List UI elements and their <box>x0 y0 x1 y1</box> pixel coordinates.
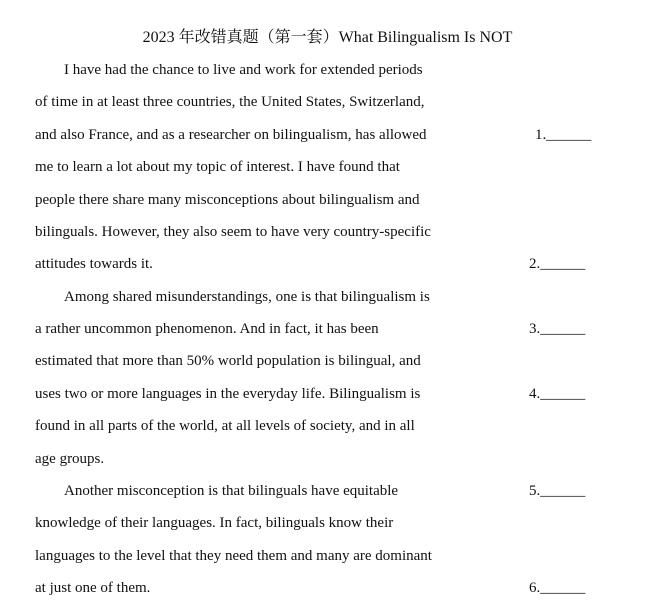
passage-line: at just one of them. <box>35 580 151 596</box>
page-title: 2023 年改错真题（第一套）What Bilingualism Is NOT <box>142 29 513 46</box>
passage-line: I have had the chance to live and work for extended periods <box>64 62 423 78</box>
passage-line: age groups. <box>35 451 105 467</box>
passage-line: of time in at least three countries, the United States, Switzerland, <box>35 94 425 110</box>
answer-blank-6[interactable]: 6.______ <box>529 580 586 596</box>
passage-line: me to learn a lot about my topic of interest. I have found that <box>35 159 400 175</box>
passage-line: people there share many misconceptions about bilingualism and <box>35 192 420 208</box>
passage-line: found in all parts of the world, at all levels of society, and in all <box>35 418 415 434</box>
passage-line: bilinguals. However, they also seem to have very country-specific <box>35 224 431 240</box>
passage-line: and also France, and as a researcher on bilingualism, has allowed <box>35 127 427 143</box>
answer-blank-5[interactable]: 5.______ <box>529 483 586 499</box>
passage-line: Another misconception is that bilinguals have equitable <box>64 483 399 499</box>
answer-blank-3[interactable]: 3.______ <box>529 321 586 337</box>
passage-line: Among shared misunderstandings, one is that bilingualism is <box>64 289 430 305</box>
passage-line: a rather uncommon phenomenon. And in fact, it has been <box>35 321 379 337</box>
passage-line: estimated that more than 50% world population is bilingual, and <box>35 353 421 369</box>
passage-line: knowledge of their languages. In fact, bilinguals know their <box>35 515 394 531</box>
passage-line: languages to the level that they need them and many are dominant <box>35 548 432 564</box>
answer-blank-4[interactable]: 4.______ <box>529 386 586 402</box>
passage-line: attitudes towards it. <box>35 256 153 272</box>
passage-line: uses two or more languages in the everyday life. Bilingualism is <box>35 386 421 402</box>
answer-blank-2[interactable]: 2.______ <box>529 256 586 272</box>
answer-blank-1[interactable]: 1.______ <box>535 127 592 143</box>
